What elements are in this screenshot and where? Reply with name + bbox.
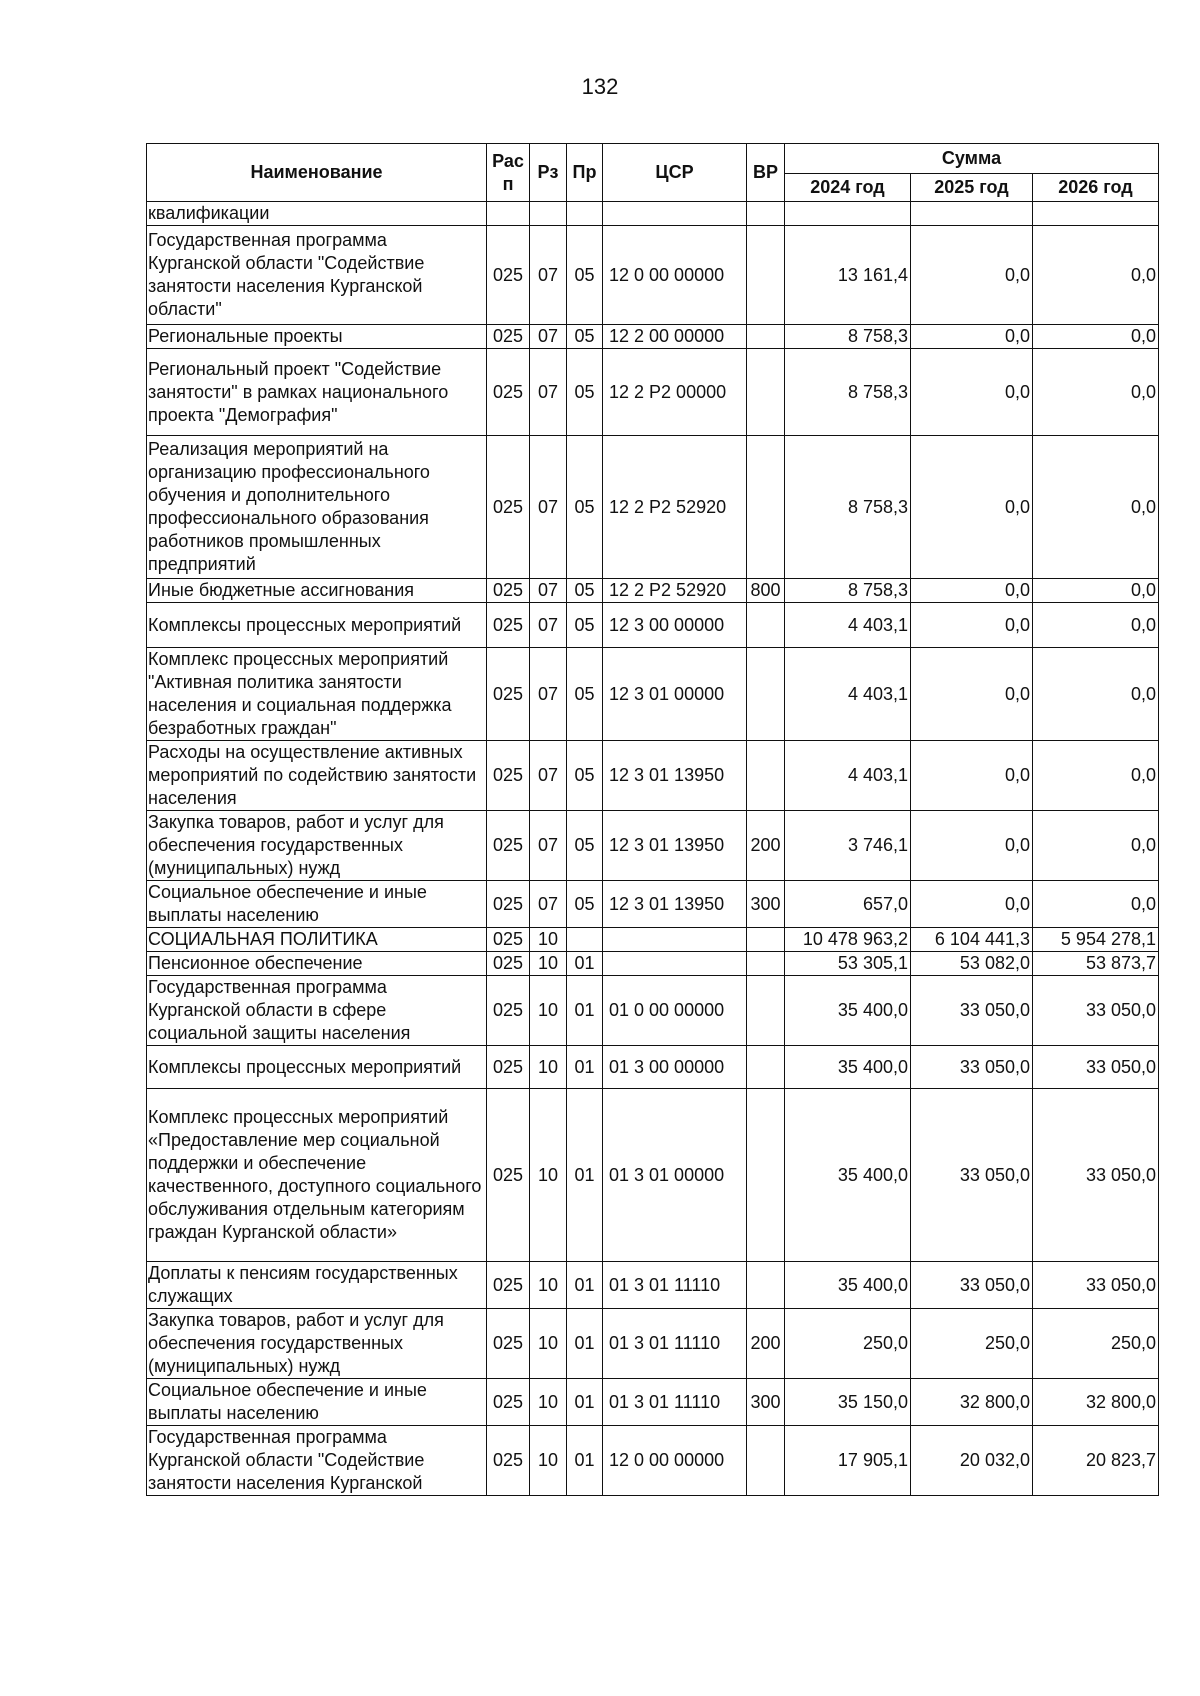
cell-pr: 05 (567, 603, 603, 648)
cell-vr (747, 741, 785, 811)
cell-rasp: 025 (487, 976, 530, 1046)
table-row (147, 741, 1159, 811)
cell-amount-2025: 33 050,0 (911, 976, 1033, 1046)
cell-rasp: 025 (487, 928, 530, 952)
cell-rz (530, 202, 567, 226)
cell-csr: 01 3 00 00000 (603, 1046, 747, 1089)
cell-amount-2025: 250,0 (911, 1309, 1033, 1379)
cell-name: Закупка товаров, работ и услуг для обеспечения государственных (муниципальных) нужд (147, 811, 487, 881)
cell-csr: 12 2 00 00000 (603, 325, 747, 349)
header-pr: Пр (567, 144, 603, 202)
cell-amount-2024: 4 403,1 (785, 648, 911, 741)
cell-csr: 12 2 P2 52920 (603, 579, 747, 603)
cell-rz: 07 (530, 349, 567, 436)
cell-rasp: 025 (487, 1046, 530, 1089)
cell-pr: 01 (567, 1046, 603, 1089)
cell-vr (747, 1089, 785, 1262)
page-number: 132 (581, 74, 619, 99)
cell-amount-2024: 13 161,4 (785, 226, 911, 325)
table-row (147, 952, 1159, 976)
cell-amount-2026: 0,0 (1033, 648, 1159, 741)
cell-pr: 01 (567, 1262, 603, 1309)
cell-amount-2025: 0,0 (911, 436, 1033, 579)
cell-amount-2026: 0,0 (1033, 436, 1159, 579)
header-rasp: Рас п (487, 144, 530, 202)
cell-rz: 07 (530, 811, 567, 881)
cell-name: Государственная программа Курганской области "Содействие занятости населения Курганской (147, 1426, 487, 1496)
cell-amount-2026: 0,0 (1033, 741, 1159, 811)
cell-pr: 05 (567, 349, 603, 436)
cell-csr: 12 0 00 00000 (603, 226, 747, 325)
table-body (147, 202, 1159, 1496)
cell-amount-2025: 0,0 (911, 325, 1033, 349)
table-row (147, 202, 1159, 226)
cell-rasp: 025 (487, 325, 530, 349)
cell-pr: 05 (567, 436, 603, 579)
cell-amount-2026: 32 800,0 (1033, 1379, 1159, 1426)
table-row (147, 811, 1159, 881)
cell-rasp: 025 (487, 603, 530, 648)
cell-pr: 05 (567, 741, 603, 811)
header-year-2025: 2025 год (911, 174, 1033, 202)
table-row (147, 226, 1159, 325)
cell-csr: 12 3 01 13950 (603, 811, 747, 881)
cell-rz: 07 (530, 325, 567, 349)
cell-csr (603, 928, 747, 952)
cell-name: Государственная программа Курганской области в сфере социальной защиты населения (147, 976, 487, 1046)
cell-rz: 10 (530, 1262, 567, 1309)
cell-name: Социальное обеспечение и иные выплаты населению (147, 881, 487, 928)
cell-amount-2025: 0,0 (911, 226, 1033, 325)
cell-amount-2026: 0,0 (1033, 325, 1159, 349)
header-sum: Сумма (785, 144, 1159, 174)
cell-amount-2024: 4 403,1 (785, 741, 911, 811)
cell-amount-2025: 53 082,0 (911, 952, 1033, 976)
table-row (147, 976, 1159, 1046)
cell-pr: 05 (567, 881, 603, 928)
cell-vr (747, 226, 785, 325)
table-row (147, 928, 1159, 952)
cell-pr (567, 928, 603, 952)
cell-amount-2024: 35 400,0 (785, 1046, 911, 1089)
cell-rz: 10 (530, 1379, 567, 1426)
cell-csr: 01 0 00 00000 (603, 976, 747, 1046)
cell-pr: 05 (567, 648, 603, 741)
cell-vr (747, 603, 785, 648)
cell-amount-2025 (911, 202, 1033, 226)
cell-amount-2026: 33 050,0 (1033, 976, 1159, 1046)
table-row (147, 1262, 1159, 1309)
cell-amount-2024: 8 758,3 (785, 436, 911, 579)
cell-rz: 07 (530, 226, 567, 325)
cell-csr: 01 3 01 11110 (603, 1309, 747, 1379)
cell-rasp: 025 (487, 952, 530, 976)
cell-rz: 07 (530, 579, 567, 603)
cell-rz: 10 (530, 1046, 567, 1089)
cell-rasp (487, 202, 530, 226)
cell-amount-2026: 5 954 278,1 (1033, 928, 1159, 952)
cell-vr: 200 (747, 811, 785, 881)
cell-amount-2025: 33 050,0 (911, 1089, 1033, 1262)
table-row (147, 1309, 1159, 1379)
cell-vr: 300 (747, 1379, 785, 1426)
cell-rz: 07 (530, 741, 567, 811)
table-row (147, 603, 1159, 648)
cell-amount-2025: 0,0 (911, 603, 1033, 648)
cell-rz: 10 (530, 976, 567, 1046)
cell-name: Государственная программа Курганской области "Содействие занятости населения Курганской области" (147, 226, 487, 325)
header-rz: Рз (530, 144, 567, 202)
cell-rasp: 025 (487, 1309, 530, 1379)
cell-rz: 07 (530, 648, 567, 741)
table-row (147, 1089, 1159, 1262)
cell-amount-2026: 250,0 (1033, 1309, 1159, 1379)
cell-amount-2026: 0,0 (1033, 226, 1159, 325)
cell-csr: 12 3 01 13950 (603, 881, 747, 928)
cell-rz: 10 (530, 928, 567, 952)
cell-rz: 07 (530, 436, 567, 579)
cell-amount-2024: 35 400,0 (785, 1089, 911, 1262)
cell-csr: 12 0 00 00000 (603, 1426, 747, 1496)
cell-vr (747, 202, 785, 226)
cell-amount-2025: 20 032,0 (911, 1426, 1033, 1496)
cell-vr (747, 928, 785, 952)
cell-name: Комплексы процессных мероприятий (147, 1046, 487, 1089)
cell-rasp: 025 (487, 1379, 530, 1426)
cell-amount-2025: 0,0 (911, 349, 1033, 436)
cell-rasp: 025 (487, 1262, 530, 1309)
cell-amount-2024: 35 400,0 (785, 976, 911, 1046)
cell-pr: 01 (567, 1426, 603, 1496)
cell-amount-2024: 10 478 963,2 (785, 928, 911, 952)
cell-amount-2026: 0,0 (1033, 579, 1159, 603)
cell-csr: 12 2 P2 00000 (603, 349, 747, 436)
cell-vr (747, 952, 785, 976)
cell-name: квалификации (147, 202, 487, 226)
cell-amount-2024: 250,0 (785, 1309, 911, 1379)
cell-rasp: 025 (487, 579, 530, 603)
header-year-2026: 2026 год (1033, 174, 1159, 202)
table-row (147, 881, 1159, 928)
table-row (147, 1046, 1159, 1089)
cell-amount-2025: 33 050,0 (911, 1262, 1033, 1309)
cell-amount-2024: 35 400,0 (785, 1262, 911, 1309)
cell-amount-2026: 20 823,7 (1033, 1426, 1159, 1496)
cell-rz: 07 (530, 603, 567, 648)
header-year-2024: 2024 год (785, 174, 911, 202)
cell-name: Региональные проекты (147, 325, 487, 349)
cell-rasp: 025 (487, 1089, 530, 1262)
cell-amount-2024 (785, 202, 911, 226)
cell-name: Социальное обеспечение и иные выплаты населению (147, 1379, 487, 1426)
cell-rasp: 025 (487, 1426, 530, 1496)
cell-amount-2024: 3 746,1 (785, 811, 911, 881)
cell-amount-2024: 8 758,3 (785, 349, 911, 436)
cell-amount-2024: 8 758,3 (785, 325, 911, 349)
cell-name: СОЦИАЛЬНАЯ ПОЛИТИКА (147, 928, 487, 952)
cell-rasp: 025 (487, 349, 530, 436)
table-row (147, 648, 1159, 741)
cell-name: Пенсионное обеспечение (147, 952, 487, 976)
cell-csr: 01 3 01 11110 (603, 1379, 747, 1426)
cell-amount-2025: 0,0 (911, 579, 1033, 603)
cell-pr: 05 (567, 811, 603, 881)
cell-csr: 01 3 01 00000 (603, 1089, 747, 1262)
cell-rasp: 025 (487, 881, 530, 928)
cell-vr (747, 349, 785, 436)
cell-pr: 01 (567, 976, 603, 1046)
cell-amount-2026: 0,0 (1033, 349, 1159, 436)
cell-amount-2025: 33 050,0 (911, 1046, 1033, 1089)
cell-csr: 12 2 P2 52920 (603, 436, 747, 579)
cell-rz: 10 (530, 1089, 567, 1262)
cell-amount-2024: 4 403,1 (785, 603, 911, 648)
cell-amount-2026: 33 050,0 (1033, 1262, 1159, 1309)
table-row (147, 1426, 1159, 1496)
cell-vr (747, 436, 785, 579)
cell-name: Реализация мероприятий на организацию профессионального обучения и дополнительного профессионального образования работников промышленных предприятий (147, 436, 487, 579)
cell-amount-2024: 17 905,1 (785, 1426, 911, 1496)
cell-amount-2026: 33 050,0 (1033, 1089, 1159, 1262)
cell-amount-2026: 33 050,0 (1033, 1046, 1159, 1089)
budget-table (146, 143, 1159, 1496)
cell-rasp: 025 (487, 741, 530, 811)
cell-rz: 10 (530, 952, 567, 976)
cell-vr (747, 976, 785, 1046)
cell-amount-2024: 35 150,0 (785, 1379, 911, 1426)
cell-csr: 12 3 01 13950 (603, 741, 747, 811)
cell-rasp: 025 (487, 811, 530, 881)
cell-rasp: 025 (487, 436, 530, 579)
cell-amount-2025: 32 800,0 (911, 1379, 1033, 1426)
cell-csr: 01 3 01 11110 (603, 1262, 747, 1309)
cell-amount-2025: 0,0 (911, 741, 1033, 811)
cell-amount-2025: 6 104 441,3 (911, 928, 1033, 952)
cell-name: Доплаты к пенсиям государственных служащих (147, 1262, 487, 1309)
cell-name: Комплексы процессных мероприятий (147, 603, 487, 648)
cell-vr (747, 1046, 785, 1089)
cell-amount-2026: 0,0 (1033, 881, 1159, 928)
cell-vr: 800 (747, 579, 785, 603)
cell-amount-2026: 0,0 (1033, 603, 1159, 648)
header-vr: ВР (747, 144, 785, 202)
cell-amount-2026 (1033, 202, 1159, 226)
cell-vr (747, 648, 785, 741)
cell-amount-2026: 53 873,7 (1033, 952, 1159, 976)
cell-pr: 01 (567, 1379, 603, 1426)
cell-pr: 01 (567, 1309, 603, 1379)
cell-rasp: 025 (487, 648, 530, 741)
cell-pr: 01 (567, 952, 603, 976)
table-row (147, 436, 1159, 579)
table-row (147, 579, 1159, 603)
cell-csr (603, 952, 747, 976)
cell-name: Региональный проект "Содействие занятости" в рамках национального проекта "Демография" (147, 349, 487, 436)
cell-vr: 300 (747, 881, 785, 928)
header-name: Наименование (147, 144, 487, 202)
cell-pr: 01 (567, 1089, 603, 1262)
cell-pr: 05 (567, 325, 603, 349)
cell-name: Комплекс процессных мероприятий «Предоставление мер социальной поддержки и обеспечение качественного, доступного социального обслуживания отдельным категориям граждан Курганской области» (147, 1089, 487, 1262)
cell-rasp: 025 (487, 226, 530, 325)
cell-pr (567, 202, 603, 226)
cell-vr (747, 1262, 785, 1309)
cell-amount-2024: 8 758,3 (785, 579, 911, 603)
cell-pr: 05 (567, 579, 603, 603)
cell-csr: 12 3 00 00000 (603, 603, 747, 648)
table-row (147, 349, 1159, 436)
cell-amount-2025: 0,0 (911, 811, 1033, 881)
cell-vr (747, 1426, 785, 1496)
table-row (147, 325, 1159, 349)
cell-vr: 200 (747, 1309, 785, 1379)
cell-name: Комплекс процессных мероприятий "Активная политика занятости населения и социальная поддержка безработных граждан" (147, 648, 487, 741)
cell-rz: 10 (530, 1426, 567, 1496)
cell-rz: 10 (530, 1309, 567, 1379)
cell-amount-2025: 0,0 (911, 881, 1033, 928)
cell-rz: 07 (530, 881, 567, 928)
cell-amount-2026: 0,0 (1033, 811, 1159, 881)
cell-vr (747, 325, 785, 349)
cell-name: Иные бюджетные ассигнования (147, 579, 487, 603)
table-row (147, 1379, 1159, 1426)
cell-amount-2024: 657,0 (785, 881, 911, 928)
cell-name: Закупка товаров, работ и услуг для обеспечения государственных (муниципальных) нужд (147, 1309, 487, 1379)
header-csr: ЦСР (603, 144, 747, 202)
cell-csr: 12 3 01 00000 (603, 648, 747, 741)
cell-pr: 05 (567, 226, 603, 325)
cell-csr (603, 202, 747, 226)
cell-name: Расходы на осуществление активных мероприятий по содействию занятости населения (147, 741, 487, 811)
cell-amount-2024: 53 305,1 (785, 952, 911, 976)
table-header (147, 144, 1159, 202)
cell-amount-2025: 0,0 (911, 648, 1033, 741)
